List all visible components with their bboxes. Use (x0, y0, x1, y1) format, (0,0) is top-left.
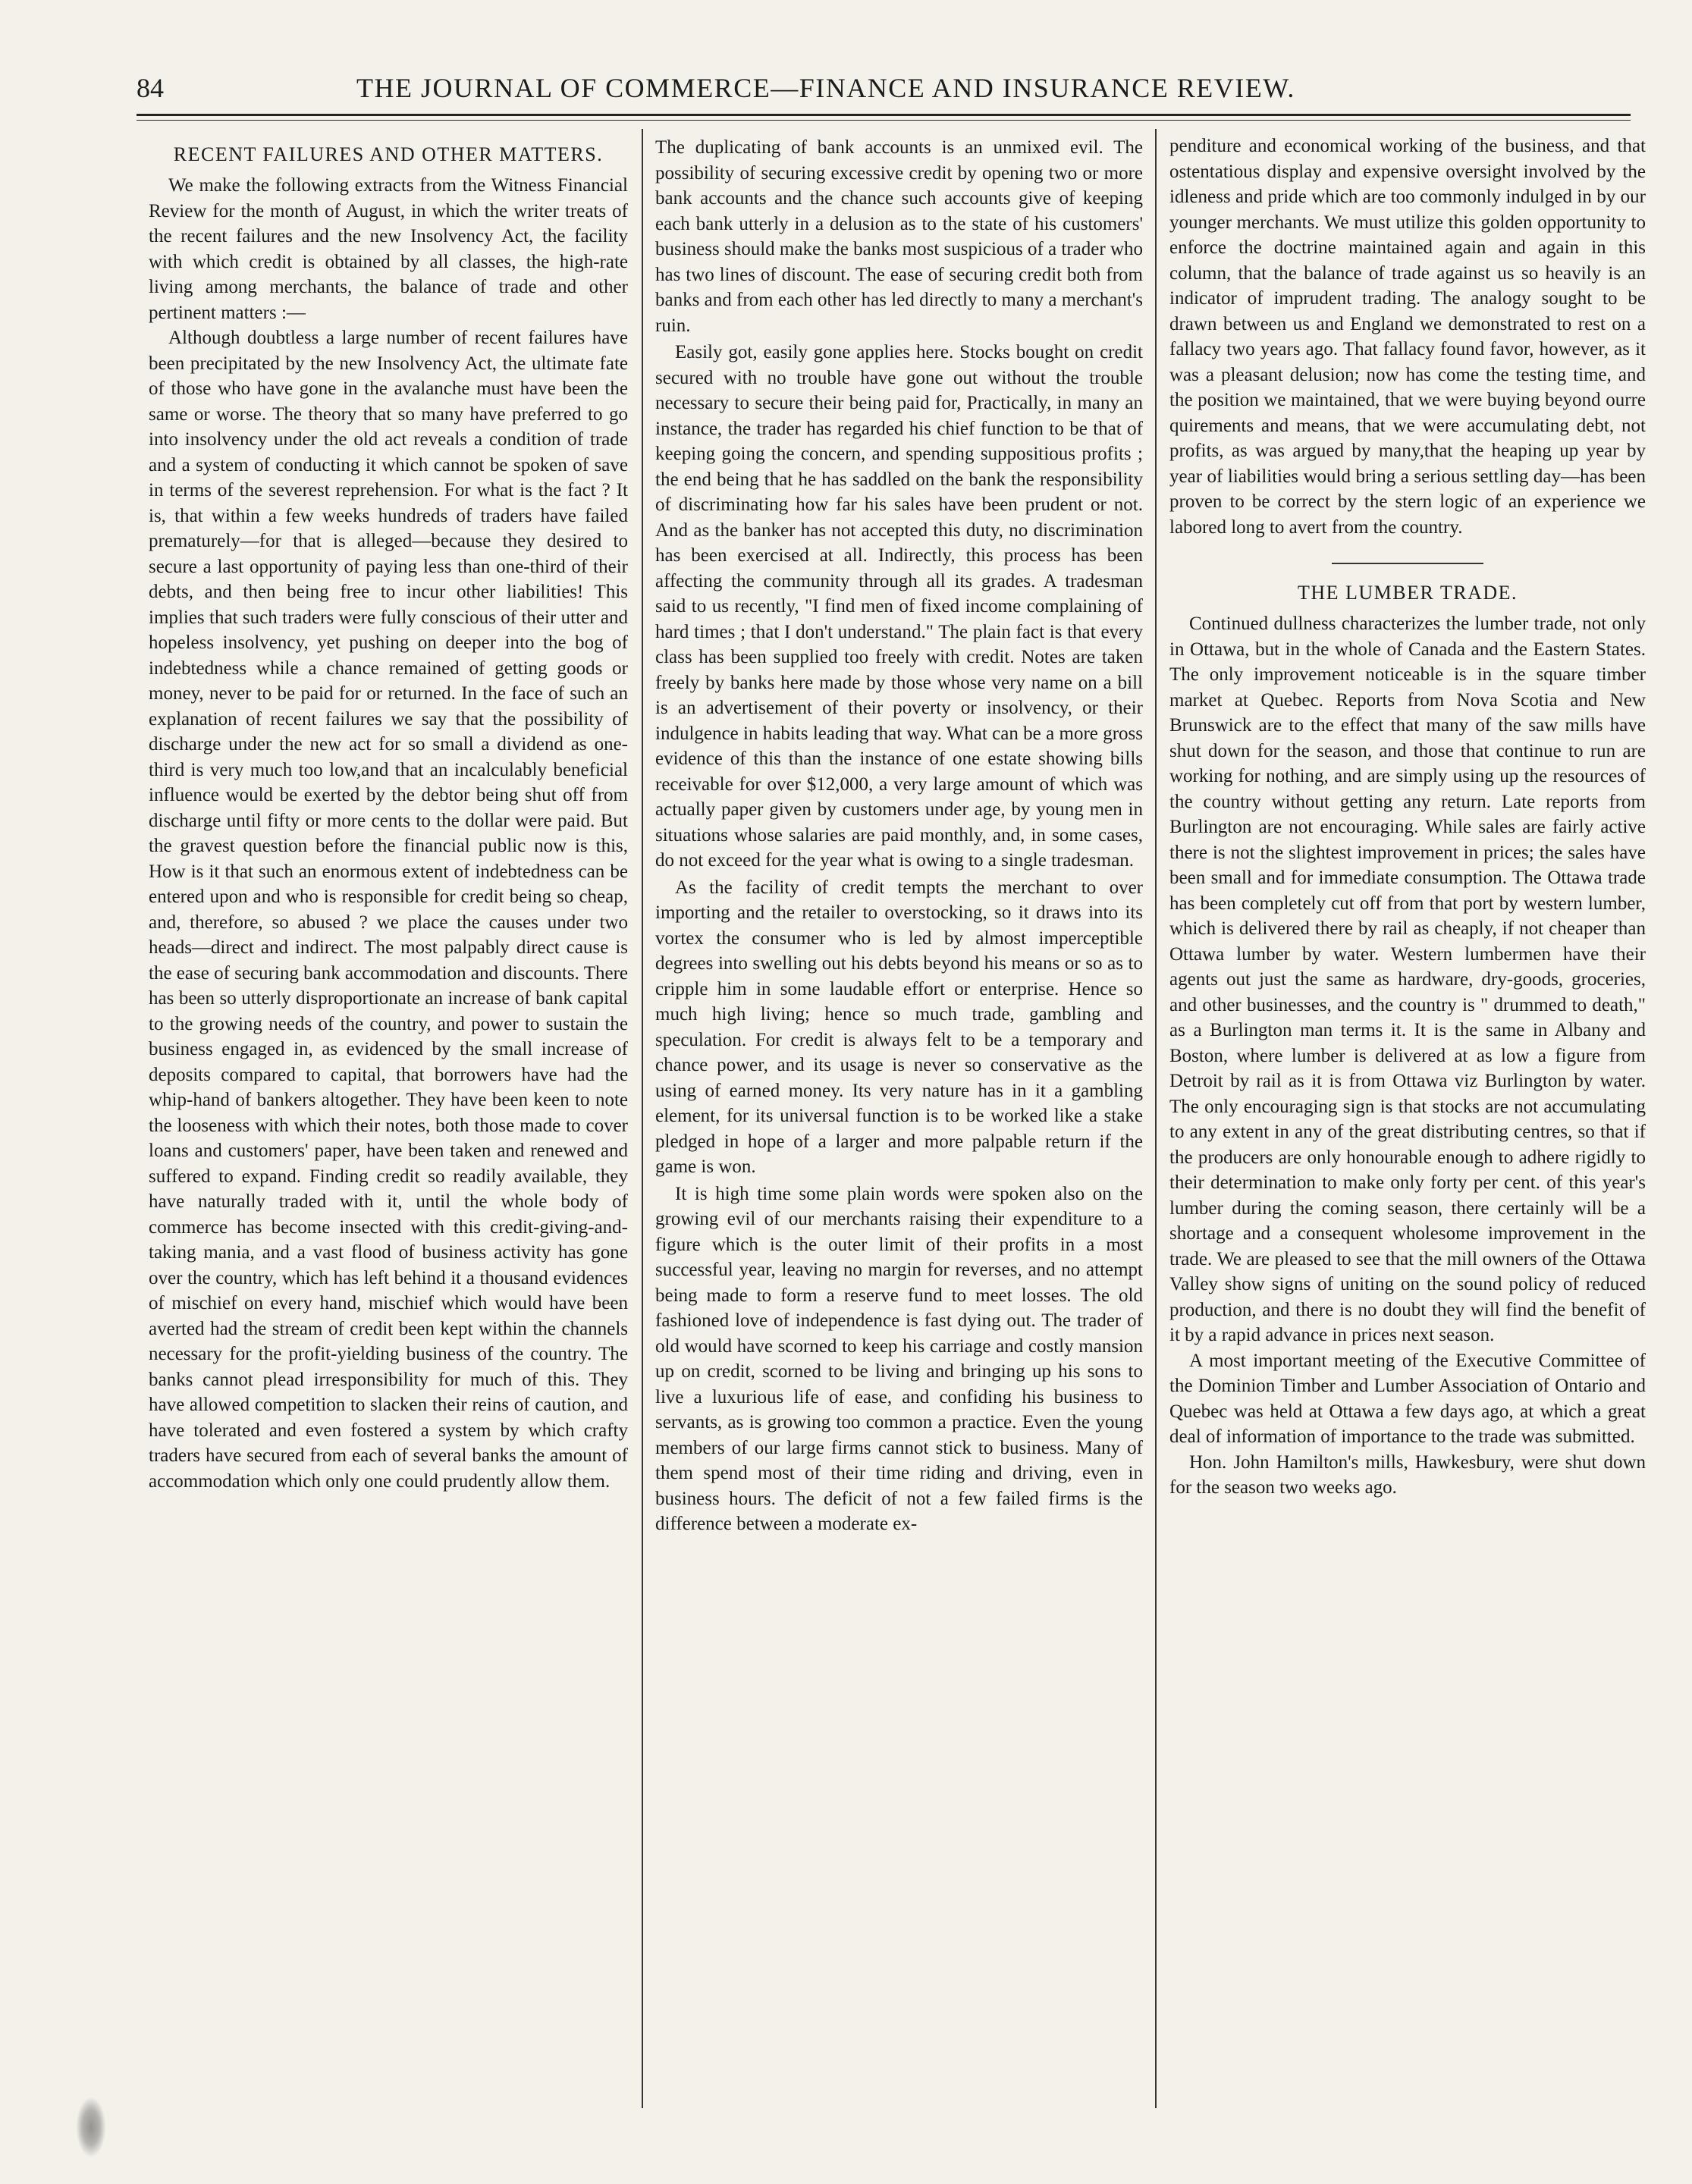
article-paragraph: We make the following extracts from the Witness Financial Review for the month of August, in which the writer treats of the recent failures and the new Insolvency Act, the facility with which credit is obtained by all classes, the high-rate living among merchants, the balance of trade and other pertinent matters :— (149, 175, 628, 323)
article-paragraph: Easily got, easily gone applies here. Stocks bought on credit secured with no trouble have gone out without the trouble necessary to secure their being paid for, Practically, in many an instance, the trader has regarded his chief function to be that of keeping going the concern, and spending suppositious profits ; the end being that he has saddled on the bank the responsibility of discriminating how far his sales have been prudent or not. And as the banker has not accepted this duty, no discrimination has been exercised at all. Indirectly, this process has been affecting the community through all its grades. A tradesman said to us recently, "I find men of fixed income complaining of hard times ; that I don't understand." The plain fact is that every class has been supplied too freely with credit. Notes are taken freely by banks here made by those whose very name on a bill is an advertisement of their poverty or insolvency, or their indulgence in habits leading that way. What can be a more gross evidence of this than the instance of one estate showing bills receivable for over $12,000, a very large amount of which was actually paper given by customers under age, by young men in situations whose salaries are paid monthly, and, in some cases, do not exceed for the year what is owing to a single tradesman. (655, 342, 1143, 871)
article-paragraph: Continued dullness characterizes the lumber trade, not only in Ottawa, but in the whole of Canada and the Eastern States. The only improvement noticeable is in the square timber market at Quebec. Reports from Nova Scotia and New Brunswick are to the effect that many of the saw mills have shut down for the season, and those that continue to run are working for nothing, and are simply using up the resources of the country without getting any return. Late reports from Burlington are not encouraging. While sales are fairly active there is not the slightest improvement in prices; the sales have been small and for immediate consumption. The Ottawa trade has been completely cut off from that port by western lumber, which is delivered there by rail as cheaply, if not cheaper than Ottawa lumber by water. Western lumbermen have their agents out just the same as hardware, dry-goods, groceries, and other businesses, and the country is " drummed to death," as a Burlington man terms it. It is the same in Albany and Boston, where lumber is delivered at as low a figure from Detroit by rail as it is from Ottawa viz Burlington by water. The only encouraging sign is that stocks are not accumulating to any extent in any of the great distributing centres, so that if the producers are only honourable enough to adhere rigidly to their determination to make only forty per cent. of this year's lumber during the coming season, there certainly will be a shortage and a consequent wholesome improvement in the trade. We are pleased to see that the mill owners of the Ottawa Valley show signs of uniting on the sound policy of reduced production, and there is no doubt they will find the benefit of it by a rapid advance in prices next season. (1169, 613, 1646, 1345)
article-title: RECENT FAILURES AND OTHER MATTERS. (173, 143, 604, 165)
header-rule-thick (137, 114, 1631, 116)
ink-blot (76, 2097, 106, 2157)
column-divider (642, 129, 643, 2108)
article-paragraph: The duplicating of bank accounts is an unmixed evil. The possibility of securing excessive credit by opening two or more bank accounts and the chance such accounts give of keeping each bank utterly in a delusion as to the state of his customers' business should make the banks most suspicious of a trader who has two lines of discount. The ease of securing credit both from banks and from each other has led directly to many a merchant's ruin. (655, 137, 1143, 336)
page-number: 84 (137, 73, 164, 103)
section-separator (1332, 563, 1483, 564)
journal-title: THE JOURNAL OF COMMERCE—FINANCE AND INSURANCE REVIEW. (356, 73, 1295, 103)
column-2 (655, 133, 1143, 2105)
article-paragraph: penditure and economical working of the business, and that ostentatious display and expensive oversight involved by the idleness and pride which are too commonly indulged in by our younger merchants. We must utilize this golden opportunity to enforce the doctrine maintained again and again in this column, that the balance of trade against us so heavily is an indicator of imprudent trading. The analogy sought to be drawn between us and England we demonstrated to rest on a fallacy two years ago. That fallacy found favor, however, as it was a pleasant delusion; now has come the testing time, and the position we maintained, that we were buying beyond ourre quirements and means, that we were accumulating debt, not profits, as was argued by many,that the heaping up year by year of liabilities would bring a serious settling day—has been proven to be correct by the stern logic of an experience we labored long to avert from the country. (1169, 136, 1646, 538)
article-paragraph: A most important meeting of the Executive Committee of the Dominion Timber and Lumber Association of Ontario and Quebec was held at Ottawa a few days ago, at which a great deal of information of importance to the trade was submitted. (1169, 1350, 1646, 1447)
article-title: THE LUMBER TRADE. (1297, 582, 1518, 604)
article-paragraph: As the facility of credit tempts the merchant to over importing and the retailer to overstocking, so it draws into its vortex the consumer who is led by almost imperceptible degrees into swelling out his debts beyond his means or so as to cripple him in some laudable effort or enterprise. Hence so much high living; hence so much trade, gambling and speculation. For credit is always felt to be a temporary and chance power, and its usage is never so conservative as the using of earned money. Its very nature has in it a gambling element, for its universal function is to be worked like a stake pledged in hope of a larger and more palpable return if the game is won. (655, 877, 1143, 1177)
article-paragraph: Hon. John Hamilton's mills, Hawkesbury, were shut down for the season two weeks ago. (1169, 1451, 1646, 1498)
column-3 (1169, 133, 1646, 2105)
article-paragraph: Although doubtless a large number of recent failures have been precipitated by the new Insolvency Act, the ultimate fate of those who have gone in the avalanche must have been the same or worse. The theory that so many have preferred to go into insolvency under the old act reveals a condition of trade and a system of conducting it which cannot be spoken of save in terms of the severest reprehension. For what is the fact ? It is, that within a few weeks hundreds of traders have failed prematurely—for that is alleged—because they desired to secure a last opportunity of paying less than one-third of their debts, and then being free to incur other liabilities! This implies that such traders were fully conscious of their utter and hopeless insolvency, yet pushing on deeper into the bog of indebtedness while a chance remained of getting goods or money, never to be paid for or returned. In the face of such an explanation of recent failures we say that the possibility of discharge under the new act for so small a dividend as one-third is very much too low,and that an incalculably beneficial influence would be exerted by the debtor being shut off from discharge until fifty or more cents to the dollar were paid. But the gravest question before the financial public now is this, How is it that such an enormous extent of indebtedness can be entered upon and who is responsible for credit being so cheap, and, therefore, so abused ? we place the causes under two heads—direct and indirect. The most palpably direct cause is the ease of securing bank accommodation and discounts. There has been so utterly disproportionate an increase of bank capital to the growing needs of the country, and power to sustain the business engaged in, as evidenced by the small increase of deposits compared to capital, that borrowers have had the whip-hand of bankers altogether. They have been keen to note the looseness with which their notes, both those made to cover loans and customers' paper, have been taken and renewed and suffered to expand. Finding credit so readily available, they have naturally traded with it, until the whole body of commerce has become insected with this credit-giving-and-taking mania, and a vast flood of business activity has gone over the country, which has left behind it a thousand evidences of mischief on every hand, mischief which would have been averted had the stream of credit been kept within the channels necessary for the profit-yielding business of the country. The banks cannot plead irresponsibility for much of this. They have allowed competition to slacken their reins of caution, and have tolerated and even fostered a system by which crafty traders have secured from each of several banks the amount of accommodation which only one could prudently allow them. (149, 328, 628, 1492)
column-1 (149, 133, 628, 2105)
header-rule-thin (137, 120, 1631, 121)
column-divider (1155, 129, 1157, 2108)
page-header (137, 72, 1623, 118)
article-paragraph: It is high time some plain words were spoken also on the growing evil of our merchants raising their expenditure to a figure which is the outer limit of their profits in a most successful year, leaving no margin for reverses, and no attempt being made to form a reserve fund to meet losses. The old fashioned love of independence is fast dying out. The trader of old would have scorned to keep his carriage and costly mansion up on credit, scorned to be living and bringing up his sons to live a luxurious life of ease, and confiding his business to servants, as is growing too common a practice. Even the young members of our large firms cannot stick to business. Many of them spend most of their time riding and driving, even in business hours. The deficit of not a few failed firms is the difference between a moderate ex- (655, 1183, 1143, 1534)
